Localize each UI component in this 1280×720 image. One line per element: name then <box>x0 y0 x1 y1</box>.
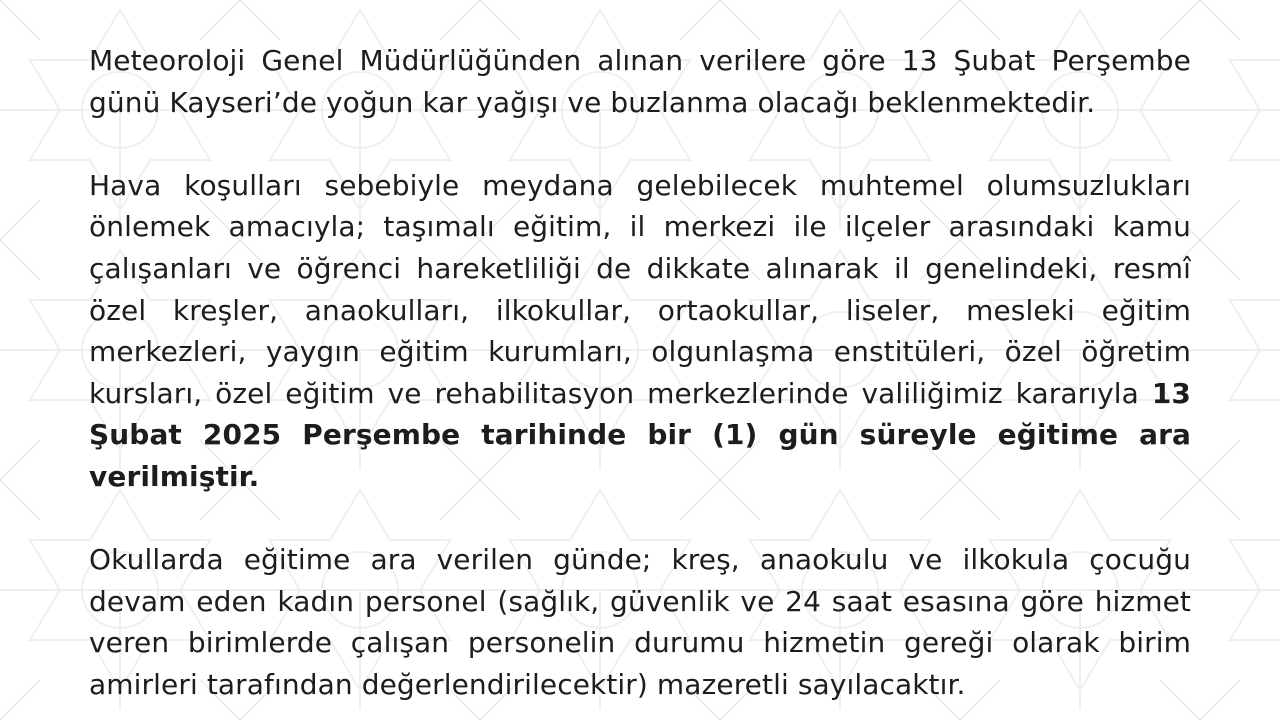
closure-text: Hava koşulları sebebiyle meydana gelebilecek muhtemel olumsuzlukları önlemek amacıyla; taşımalı eğitim, il merkezi ile ilçeler arasındaki kamu çalışanları ve öğrenci hareketliliği de dikkate alınarak il genelindeki, resmî özel kreşler, anaokulları, ilkokullar, ortaokullar, liseler, mesleki eğitim merkezleri, yaygın eğitim kurumları, olgunlaşma enstitüleri, özel öğretim kursları, özel eğitim ve rehabilitasyon merkezlerinde valiliğimiz kararıyla <box>89 168 1191 410</box>
paragraph-weather-forecast: Meteoroloji Genel Müdürlüğünden alınan verilere göre 13 Şubat Perşembe günü Kayseri’de yoğun kar yağışı ve buzlanma olacağı beklenmektedir. <box>89 44 1191 119</box>
paragraph-staff-excuse: Okullarda eğitime ara verilen günde; kreş, anaokulu ve ilkokula çocuğu devam eden kadın personel (sağlık, güvenlik ve 24 saat esasına göre hizmet veren birimlerde çalışan personelin durumu hizmetin gereği olarak birim amirleri tarafından değerlendirilecektir) mazeretli sayılacaktır. <box>89 543 1191 701</box>
document-body <box>89 40 1191 720</box>
closure-decision-bold: 13 Şubat 2025 Perşembe tarihinde bir (1) gün süreyle eğitime ara verilmiştir. <box>89 376 1191 493</box>
paragraph-school-closure <box>89 165 1191 498</box>
